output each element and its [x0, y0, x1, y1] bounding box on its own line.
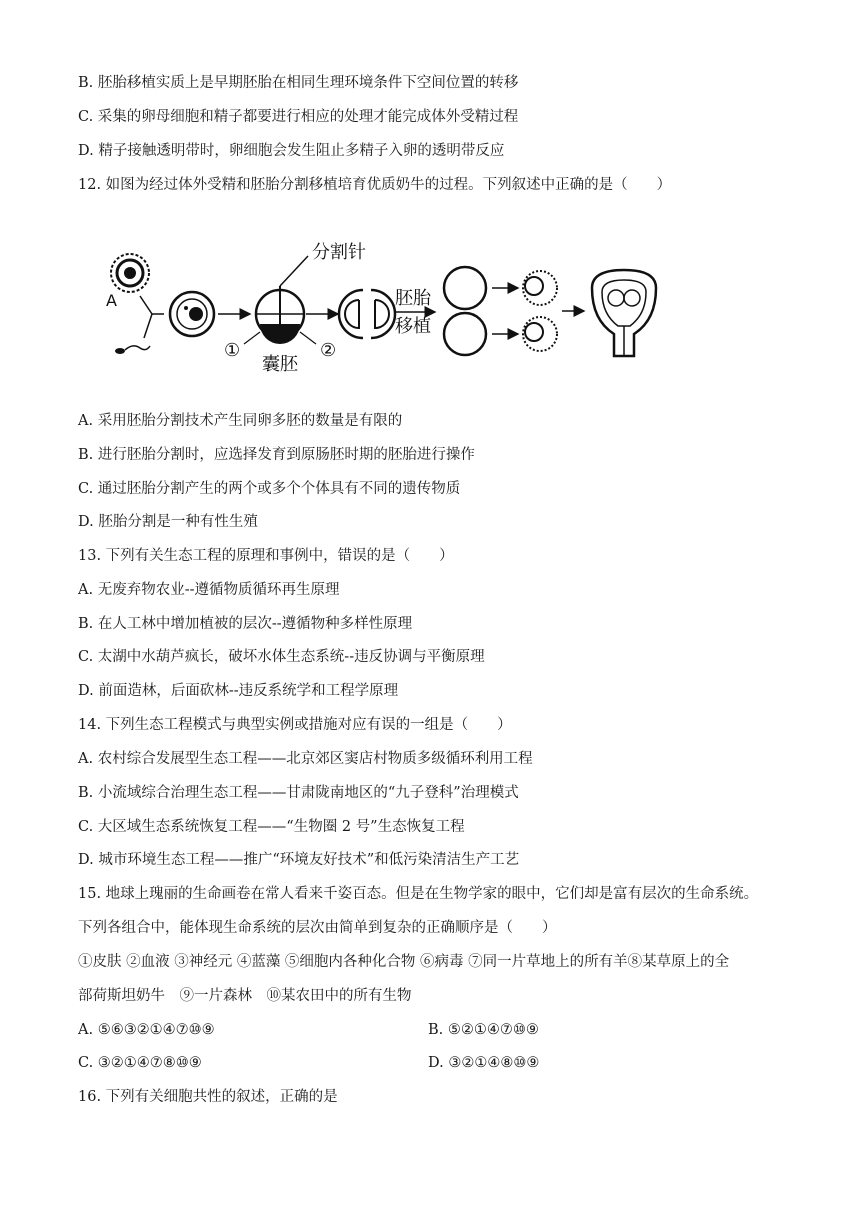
label-transfer-1: 胚胎 [395, 288, 431, 309]
option-15d: D. ③②①④⑧⑩⑨ [428, 1055, 540, 1071]
option-15b: B. ⑤②①④⑦⑩⑨ [428, 1022, 539, 1038]
blastocyst-icon [256, 286, 304, 344]
option-15a: A. ⑤⑥③②①④⑦⑩⑨ [78, 1022, 215, 1038]
question-15-items-1: ①皮肤 ②血液 ③神经元 ④蓝藻 ⑤细胞内各种化合物 ⑥病毒 ⑦同一片草地上的所有羊⑧某草原上的全 [78, 954, 730, 970]
line-12b: B. 进行胚胎分割时，应选择发育到原肠胚时期的胚胎进行操作 [78, 447, 475, 463]
line-11b: B. 胚胎移植实质上是早期胚胎在相同生理环境条件下空间位置的转移 [78, 75, 519, 91]
line-11d: D. 精子接触透明带时，卵细胞会发生阻止多精子入卵的透明带反应 [78, 143, 505, 159]
label-transfer-2: 移植 [395, 316, 431, 337]
embryo-top-icon [444, 267, 486, 309]
line-12c: C. 通过胚胎分割产生的两个或多个个体具有不同的遗传物质 [78, 481, 461, 497]
question-15-line2: 下列各组合中，能体现生命系统的层次由简单到复杂的正确顺序是（ ） [78, 920, 557, 936]
label-circled-1: ① [224, 340, 241, 361]
option-15c: C. ③②①④⑦⑧⑩⑨ [78, 1055, 202, 1071]
label-needle: 分割针 [312, 242, 366, 263]
uterus-icon [592, 270, 656, 356]
line-14c: C. 大区域生态系统恢复工程——“生物圈 2 号”生态恢复工程 [78, 819, 465, 835]
line-13d: D. 前面造林，后面砍林--违反系统学和工程学原理 [78, 683, 399, 699]
line-11c: C. 采集的卵母细胞和精子都要进行相应的处理才能完成体外受精过程 [78, 109, 519, 125]
line-13a: A. 无废弃物农业--遵循物质循环再生原理 [78, 582, 340, 598]
question-15-items-2: 部荷斯坦奶牛 ⑨一片森林 ⑩某农田中的所有生物 [78, 988, 412, 1004]
embryo-splitting-diagram [100, 228, 680, 378]
oocyte-icon [111, 254, 149, 292]
question-13: 13. 下列有关生态工程的原理和事例中，错误的是（ ） [78, 548, 454, 564]
label-a: A [106, 291, 117, 310]
split-embryo-icon [339, 290, 395, 338]
line-13b: B. 在人工林中增加植被的层次--遵循物种多样性原理 [78, 616, 413, 632]
line-12a: A. 采用胚胎分割技术产生同卵多胚的数量是有限的 [78, 413, 403, 429]
question-12: 12. 如图为经过体外受精和胚胎分割移植培育优质奶牛的过程。下列叙述中正确的是（ ） [78, 177, 672, 193]
question-15-line1: 15. 地球上瑰丽的生命画卷在常人看来千姿百态。但是在生物学家的眼中，它们却是富有层次的生命系统。 [78, 886, 759, 902]
hatched-embryo-top-icon [523, 271, 557, 305]
label-circled-2: ② [320, 340, 337, 361]
question-16: 16. 下列有关细胞共性的叙述，正确的是 [78, 1089, 338, 1105]
zygote-icon [170, 292, 214, 336]
label-blastocyst: 囊胚 [262, 354, 298, 375]
question-14: 14. 下列生态工程模式与典型实例或措施对应有误的一组是（ ） [78, 717, 512, 733]
hatched-embryo-bottom-icon [523, 317, 557, 351]
line-14a: A. 农村综合发展型生态工程——北京郊区窦店村物质多级循环利用工程 [78, 751, 533, 767]
line-14b: B. 小流域综合治理生态工程——甘肃陇南地区的“九子登科”治理模式 [78, 785, 519, 801]
sperm-icon [115, 346, 150, 354]
line-14d: D. 城市环境生态工程——推广“环境友好技术”和低污染清洁生产工艺 [78, 852, 520, 868]
line-12d: D. 胚胎分割是一种有性生殖 [78, 514, 258, 530]
embryo-bottom-icon [444, 313, 486, 355]
line-13c: C. 太湖中水葫芦疯长，破坏水体生态系统--违反协调与平衡原理 [78, 649, 485, 665]
